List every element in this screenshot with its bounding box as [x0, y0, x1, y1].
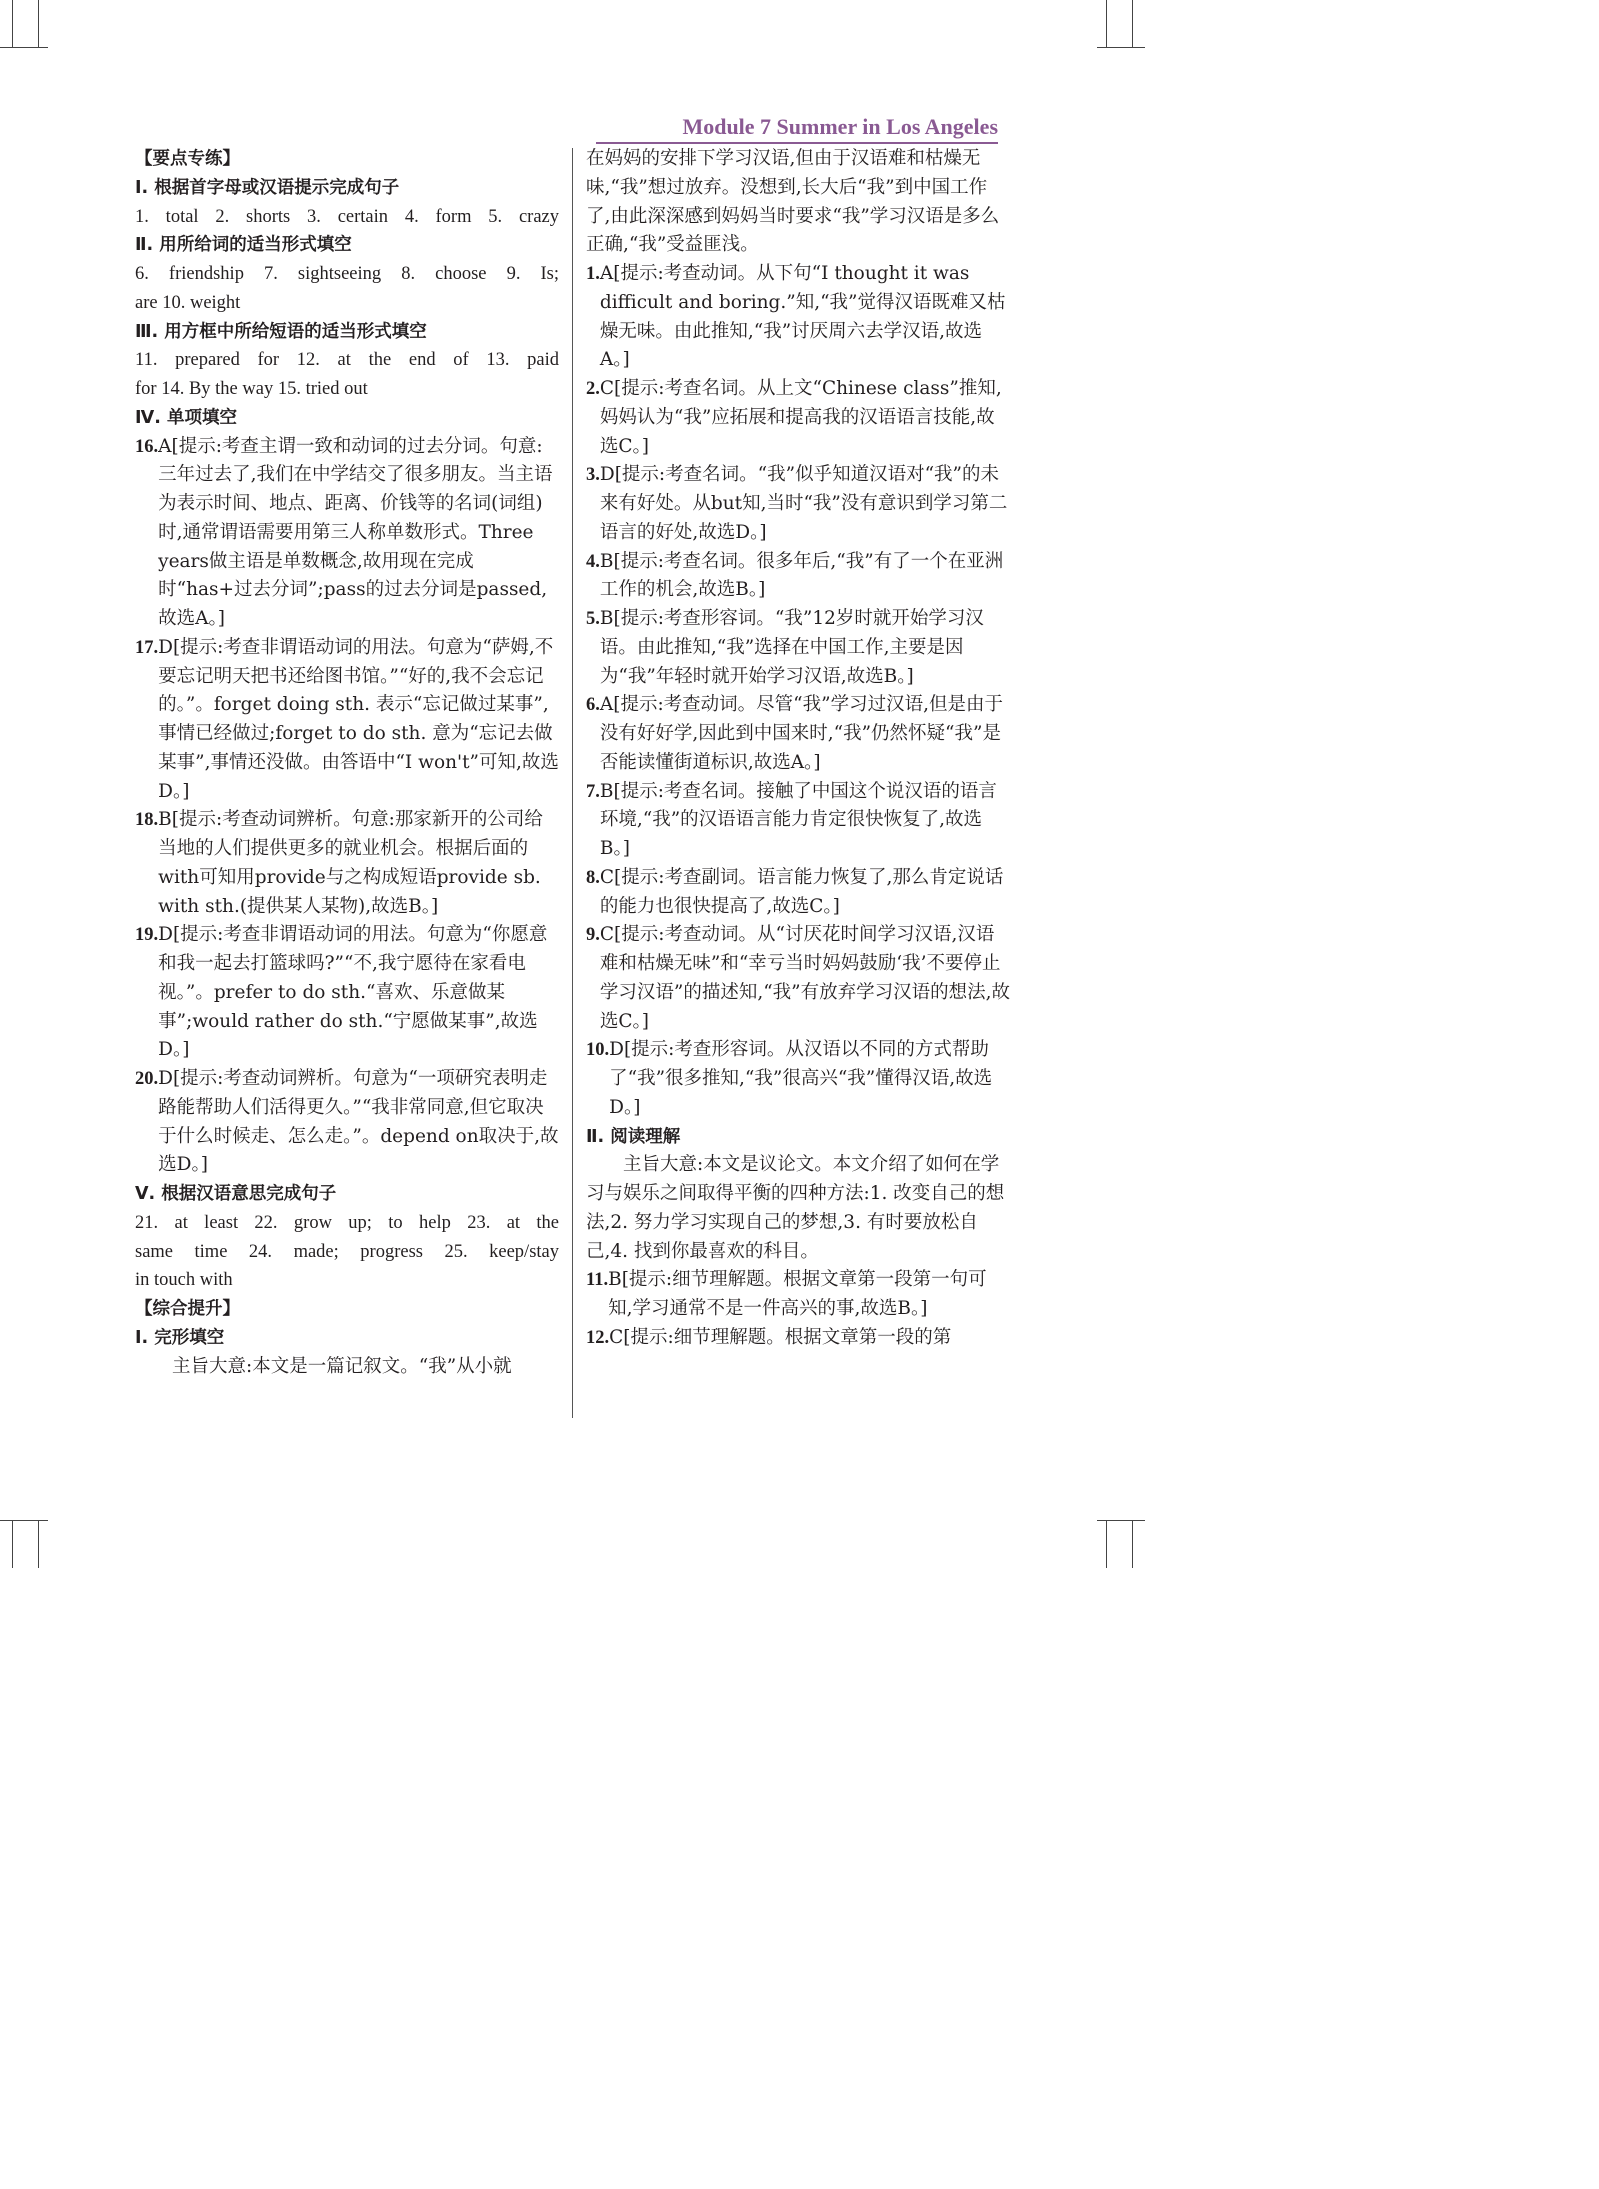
answers-21-23: 21. at least 22. grow up; to help 23. at the	[135, 1212, 559, 1233]
answer-item-7	[586, 778, 1010, 864]
answer-text: A[提示:考查动词。尽管“我”学习过汉语,但是由于没有好好学,因此到中国来时,“我”仍然怀疑“我”是否能读懂街道标识,故选A。]	[599, 694, 1003, 773]
crop-mark	[12, 0, 13, 48]
answer-item-2	[586, 375, 1010, 461]
answer-item-9	[586, 921, 1010, 1036]
cloze-summary-continued: 在妈妈的安排下学习汉语,但由于汉语难和枯燥无味,“我”想过放弃。没想到,长大后“我”到中国工作了,由此深深感到妈妈当时要求“我”学习汉语是多么正确,“我”受益匪浅。	[586, 148, 1000, 256]
answer-text: D[提示:考查名词。“我”似乎知道汉语对“我”的未来有好处。从but知,当时“我”没有意识到学习第二语言的好处,故选D。]	[599, 464, 1008, 543]
answer-text: D[提示:考查非谓语动词的用法。句意为“你愿意和我一起去打篮球吗?”“不,我宁愿待在家看电视。”。prefer to do sth.“喜欢、乐意做某事”;would rather do sth.“宁愿做某事”,故选D。]	[158, 924, 548, 1061]
crop-mark	[0, 47, 48, 48]
answer-item-6	[586, 691, 1010, 777]
answer-number: 3.	[586, 465, 600, 486]
answer-number: 10.	[586, 1040, 610, 1061]
answer-text: B[提示:考查形容词。“我”12岁时就开始学习汉语。由此推知,“我”选择在中国工作,主要是因为“我”年轻时就开始学习汉语,故选B。]	[599, 608, 984, 687]
answer-text: B[提示:考查名词。接触了中国这个说汉语的语言环境,“我”的汉语语言能力肯定很快恢复了,故选B。]	[599, 780, 997, 859]
section-title-3: Ⅲ. 用方框中所给短语的适当形式填空	[135, 321, 427, 342]
answer-item-16	[135, 433, 559, 634]
answer-number: 19.	[135, 925, 159, 946]
answer-number: 9.	[586, 925, 600, 946]
answer-text: C[提示:考查副词。语言能力恢复了,那么肯定说话的能力也很快提高了,故选C。]	[599, 866, 1004, 917]
answer-number: 5.	[586, 609, 600, 629]
answer-item-17	[135, 634, 559, 807]
answer-text: B[提示:考查名词。很多年后,“我”有了一个在亚洲工作的机会,故选B。]	[599, 550, 1004, 601]
answers-9-10: are 10. weight	[135, 292, 241, 313]
answer-number: 7.	[586, 781, 600, 802]
cloze-title: Ⅰ. 完形填空	[135, 1327, 225, 1348]
answer-number: 2.	[586, 379, 600, 399]
answer-text: C[提示:细节理解题。根据文章第一段的第	[609, 1326, 952, 1348]
answer-number: 1.	[586, 264, 600, 284]
answer-text: D[提示:考查形容词。从汉语以不同的方式帮助了“我”很多推知,“我”很高兴“我”懂得汉语,故选D。]	[609, 1039, 993, 1118]
answer-item-1	[586, 260, 1010, 375]
answer-number: 18.	[135, 810, 159, 831]
right-column	[586, 145, 1010, 1353]
answers-13-15: for 14. By the way 15. tried out	[135, 379, 368, 399]
answer-text: A[提示:考查主谓一致和动词的过去分词。句意:三年过去了,我们在中学结交了很多朋友。当主语为表示时间、地点、距离、价钱等的名词(词组)时,通常谓语需要用第三人称单数形式。Three years做主语是单数概念,故用现在完成时“has+过去分词”;pass的过去分词是passed,故选A。]	[158, 435, 553, 629]
cloze-summary: 主旨大意:本文是一篇记叙文。“我”从小就	[172, 1355, 512, 1377]
crop-mark	[1097, 47, 1145, 48]
answer-item-19	[135, 921, 559, 1065]
answer-item-10	[586, 1036, 1010, 1122]
answer-number: 4.	[586, 551, 600, 572]
crop-mark	[0, 1520, 48, 1521]
section-title-4: Ⅳ. 单项填空	[135, 407, 237, 428]
answer-number: 20.	[135, 1069, 159, 1089]
reading-title: Ⅱ. 阅读理解	[586, 1126, 681, 1147]
column-divider	[572, 148, 573, 1418]
answer-text: D[提示:考查非谓语动词的用法。句意为“萨姆,不要忘记明天把书还给图书馆。”“好的,我不会忘记的。”。forget doing sth. 表示“忘记做过某事”,事情已经做过;forget to do sth. 意为“忘记去做某事”,事情还没做。由答语中“I won't”可知,故选D。]	[158, 636, 559, 802]
answer-item-11	[586, 1266, 1010, 1324]
crop-mark	[38, 0, 39, 48]
answer-number: 11.	[586, 1270, 609, 1291]
section-heading-keypoints: 【要点专练】	[135, 149, 240, 169]
crop-mark	[1097, 1520, 1145, 1521]
answer-number: 12.	[586, 1327, 610, 1348]
answers-6-9: 6. friendship 7. sightseeing 8. choose 9. Is;	[135, 264, 559, 284]
answer-item-5	[586, 605, 1010, 691]
answer-number: 16.	[135, 436, 159, 457]
section-title-2: Ⅱ. 用所给词的适当形式填空	[135, 235, 352, 256]
crop-mark	[1132, 0, 1133, 48]
answer-item-12	[586, 1324, 1010, 1353]
answer-number: 6.	[586, 695, 600, 716]
answers-11-13: 11. prepared for 12. at the end of 13. paid	[135, 350, 559, 371]
crop-mark	[38, 1520, 39, 1568]
answer-item-20	[135, 1065, 559, 1180]
section-heading-comprehensive: 【综合提升】	[135, 1299, 240, 1319]
section-title-5: Ⅴ. 根据汉语意思完成句子	[135, 1184, 337, 1204]
crop-mark	[12, 1520, 13, 1568]
section-title-1: Ⅰ. 根据首字母或汉语提示完成句子	[135, 177, 400, 198]
answers-23-25: same time 24. made; progress 25. keep/stay	[135, 1241, 559, 1262]
crop-mark	[1132, 1520, 1133, 1568]
header-rule	[596, 142, 998, 144]
answer-text: D[提示:考查动词辨析。句意为“一项研究表明走路能帮助人们活得更久。”“我非常同意,但它取决于什么时候走、怎么走。”。depend on取决于,故选D。]	[158, 1068, 559, 1176]
answer-number: 17.	[135, 637, 159, 658]
page-header-title: Module 7 Summer in Los Angeles	[682, 114, 998, 139]
answer-item-8	[586, 864, 1010, 922]
left-column	[135, 145, 559, 1381]
answer-number: 8.	[586, 867, 600, 888]
answers-25-end: in touch with	[135, 1270, 233, 1291]
answer-item-4	[586, 548, 1010, 606]
answer-text: A[提示:考查动词。从下句“I thought it was difficult and boring.”知,“我”觉得汉语既难又枯燥无味。由此推知,“我”讨厌周六去学汉语,故选A。]	[599, 263, 1006, 371]
crop-mark	[1106, 0, 1107, 48]
answer-text: B[提示:考查动词辨析。句意:那家新开的公司给当地的人们提供更多的就业机会。根据后面的with可知用provide与之构成短语provide sb. with sth.(提供某人某物),故选B。]	[158, 809, 543, 917]
reading-summary: 主旨大意:本文是议论文。本文介绍了如何在学习与娱乐之间取得平衡的四种方法:1. 改变自己的想法,2. 努力学习实现自己的梦想,3. 有时要放松自己,4. 找到你最喜欢的科目。	[586, 1154, 1005, 1262]
answer-text: C[提示:考查动词。从“讨厌花时间学习汉语,汉语难和枯燥无味”和“幸亏当时妈妈鼓励‘我’不要停止学习汉语”的描述知,“我”有放弃学习汉语的想法,故选C。]	[599, 924, 1011, 1032]
crop-mark	[1106, 1520, 1107, 1568]
answer-text: B[提示:细节理解题。根据文章第一段第一句可知,学习通常不是一件高兴的事,故选B。]	[608, 1269, 987, 1319]
answers-1-5: 1. total 2. shorts 3. certain 4. form 5. crazy	[135, 206, 559, 227]
answer-text: C[提示:考查名词。从上文“Chinese class”推知,妈妈认为“我”应拓展和提高我的汉语语言技能,故选C。]	[599, 378, 1002, 457]
answer-item-18	[135, 806, 559, 921]
answer-item-3	[586, 461, 1010, 547]
